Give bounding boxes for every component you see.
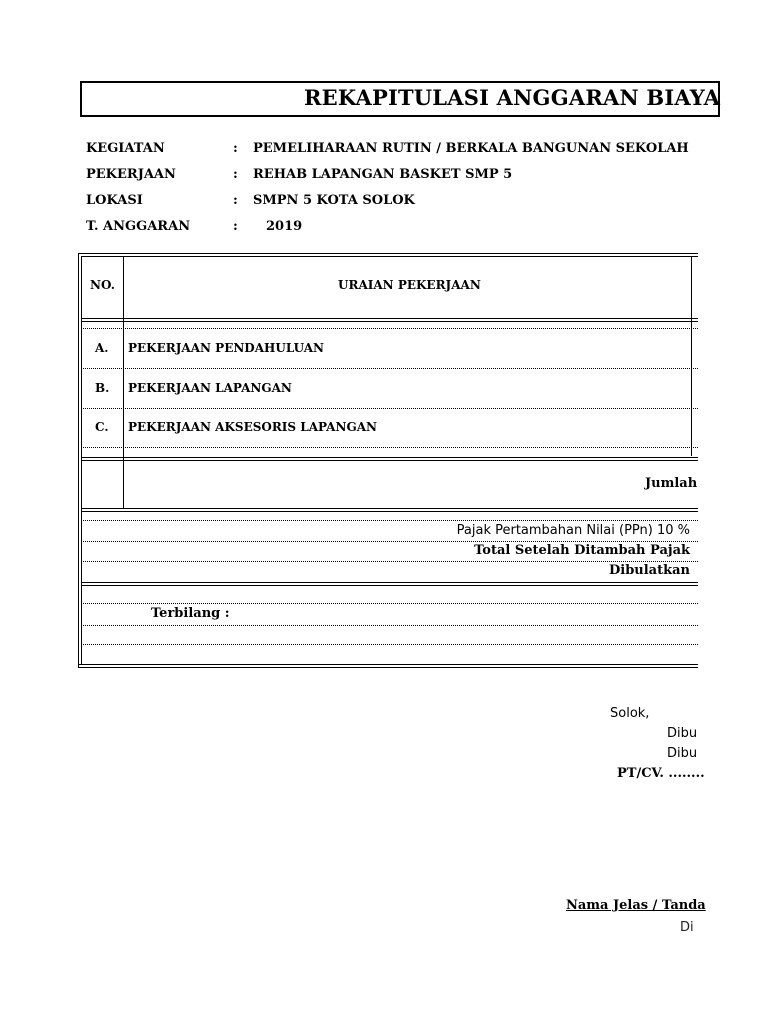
info-colon: : [233, 167, 238, 182]
ppn-row [0, 523, 692, 541]
table-border-left [78, 253, 79, 668]
terbilang-label: Terbilang : [151, 606, 230, 621]
table-border-bottom [78, 664, 698, 665]
row-divider [81, 625, 698, 626]
row-divider [81, 408, 698, 409]
sign-name: Nama Jelas / Tanda [566, 898, 706, 913]
section-line [81, 508, 698, 509]
sign-place: Solok, [610, 706, 650, 721]
info-colon: : [233, 219, 238, 234]
info-value: PEMELIHARAAN RUTIN / BERKALA BANGUNAN SEKOLAH [253, 141, 689, 156]
row-divider [81, 328, 698, 329]
row-divider [81, 561, 698, 562]
dibulatkan-row [0, 563, 692, 581]
info-label: LOKASI [86, 193, 143, 208]
row-divider [81, 368, 698, 369]
info-value: SMPN 5 KOTA SOLOK [253, 193, 415, 208]
sign-line-2: Dibu [667, 746, 698, 761]
table-border-bottom-2 [78, 667, 698, 668]
section-line [81, 457, 698, 458]
ppn-label: Pajak Pertambahan Nilai (PPn) 10 % [456, 523, 690, 538]
row-uraian: PEKERJAAN AKSESORIS LAPANGAN [128, 420, 377, 434]
info-label: PEKERJAAN [86, 167, 176, 182]
dibulatkan-label: Dibulatkan [608, 563, 690, 578]
row-divider [81, 541, 698, 542]
row-divider [81, 603, 698, 604]
row-divider [81, 520, 698, 521]
row-uraian: PEKERJAAN LAPANGAN [128, 381, 292, 395]
jumlah-label: Jumlah [645, 476, 698, 491]
table-border-top-inner [81, 256, 698, 257]
info-colon: : [233, 141, 238, 156]
info-value: REHAB LAPANGAN BASKET SMP 5 [253, 167, 513, 182]
row-no: C. [95, 420, 109, 434]
row-no: A. [95, 341, 109, 355]
info-label: T. ANGGARAN [86, 219, 191, 234]
total-row [0, 543, 692, 561]
section-line-2 [81, 460, 698, 461]
page-title: REKAPITULASI ANGGARAN BIAYA [304, 85, 721, 110]
table-column-divider [123, 256, 124, 508]
sign-role: Di [680, 920, 694, 935]
total-label: Total Setelah Ditambah Pajak [474, 543, 690, 558]
section-line [81, 582, 698, 583]
info-colon: : [233, 193, 238, 208]
table-border-right [691, 256, 692, 456]
info-label: KEGIATAN [86, 141, 165, 156]
row-no: B. [95, 381, 110, 395]
header-bottom-line-2 [81, 321, 698, 322]
section-line-2 [81, 585, 698, 586]
header-uraian: URAIAN PEKERJAAN [338, 278, 481, 292]
header-bottom-line [81, 318, 698, 319]
header-no: NO. [90, 278, 115, 292]
sign-line-1: Dibu [667, 726, 698, 741]
row-divider [81, 644, 698, 645]
row-uraian: PEKERJAAN PENDAHULUAN [128, 341, 324, 355]
sign-company: PT/CV. ........ [617, 766, 705, 781]
row-divider [81, 447, 698, 448]
info-value: 2019 [266, 219, 303, 234]
table-border-top [78, 253, 698, 254]
section-line-2 [81, 511, 698, 512]
